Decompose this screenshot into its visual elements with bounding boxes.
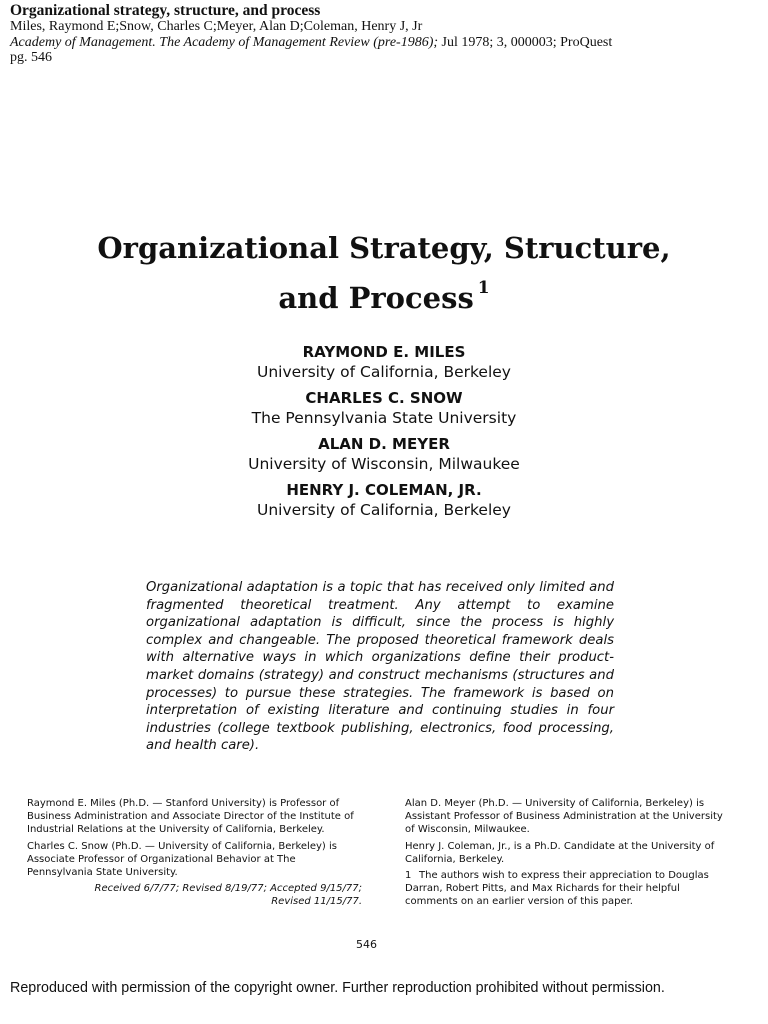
author-block [0, 388, 768, 429]
author-note-meyer: Alan D. Meyer (Ph.D. — University of California, Berkeley) is Assistant Professor of Business Administration at the University of Wisconsin, Milwaukee. [405, 798, 723, 836]
received-line2: Revised 11/15/77. [271, 896, 362, 908]
journal-name: Academy of Management. The Academy of Management Review (pre-1986); [10, 34, 439, 50]
author-block [0, 342, 768, 383]
article-title-line1: Organizational Strategy, Structure, [97, 231, 671, 265]
author-notes-right [405, 797, 735, 912]
issue-info: Jul 1978; 3, 000003; ProQuest [438, 34, 613, 50]
document-title: Organizational strategy, structure, and process [10, 2, 321, 19]
page-number: 546 [356, 938, 377, 951]
acknowledgment-note [405, 869, 735, 909]
acknowledgment-marker: 1 [405, 870, 412, 882]
article-title [0, 228, 768, 318]
author-affiliation: University of California, Berkeley [257, 501, 511, 519]
copyright-footer: Reproduced with permission of the copyright owner. Further reproduction prohibited without permission. [10, 980, 665, 996]
author-name: ALAN D. MEYER [318, 435, 450, 453]
document-citation [10, 35, 750, 51]
received-line1: Received 6/7/77; Revised 8/19/77; Accepted 9/15/77; [94, 883, 362, 895]
author-name: CHARLES C. SNOW [305, 389, 463, 407]
author-name: HENRY J. COLEMAN, JR. [286, 481, 482, 499]
title-footnote-marker: 1 [477, 278, 490, 298]
author-name: RAYMOND E. MILES [302, 343, 466, 361]
author-affiliation: University of California, Berkeley [257, 363, 511, 381]
author-affiliation: University of Wisconsin, Milwaukee [248, 455, 520, 473]
author-note-miles: Raymond E. Miles (Ph.D. — Stanford University) is Professor of Business Administration and Associate Director of the Institute of Industrial Relations at the University of California, Berkeley. [27, 798, 354, 836]
abstract: Organizational adaptation is a topic that has received only limited and fragmented theoretical treatment. Any attempt to examine organizational adaptation is difficult, since the process is highly complex and changeable. The proposed theoretical framework deals with alternative ways in which organizations define their product-market domains (strategy) and construct mechanisms (structures and processes) to pursue these strategies. The framework is based on interpretation of existing literature and continuing studies in four industries (college textbook publishing, electronics, food processing, and health care). [146, 580, 614, 754]
document-authors: Miles, Raymond E;Snow, Charles C;Meyer, Alan D;Coleman, Henry J, Jr [10, 19, 423, 34]
article-title-line2 [0, 268, 768, 318]
received-dates [27, 882, 362, 908]
acknowledgment-text: The authors wish to express their appreciation to Douglas Darran, Robert Pitts, and Max Richards for their helpful comments on an earlier version of this paper. [405, 870, 709, 908]
article-title-line2-text: and Process [278, 281, 474, 315]
author-note-snow: Charles C. Snow (Ph.D. — University of California, Berkeley) is Associate Professor of Organizational Behavior at The Pennsylvania State University. [27, 840, 337, 879]
author-block [0, 434, 768, 475]
author-affiliation: The Pennsylvania State University [251, 409, 517, 427]
author-block [0, 480, 768, 521]
author-list [0, 342, 768, 526]
author-notes-left [27, 797, 362, 909]
author-note-coleman: Henry J. Coleman, Jr., is a Ph.D. Candidate at the University of California, Berkeley. [405, 840, 715, 865]
document-header [10, 2, 750, 66]
document-page: pg. 546 [10, 50, 52, 65]
